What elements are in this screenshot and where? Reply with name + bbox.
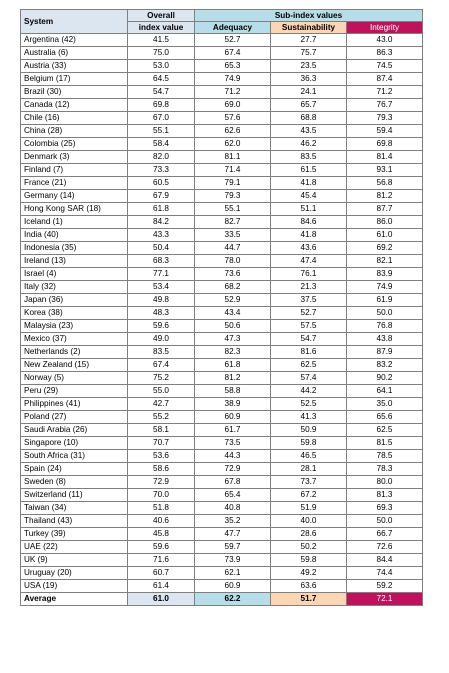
- system-name: Ireland (13): [21, 255, 128, 268]
- adequacy-value: 73.9: [195, 554, 271, 567]
- integrity-column-header: Integrity: [347, 22, 423, 34]
- system-name: Finland (7): [21, 164, 128, 177]
- sustainability-value: 57.5: [271, 320, 347, 333]
- sustainability-value: 43.5: [271, 125, 347, 138]
- adequacy-value: 60.9: [195, 411, 271, 424]
- adequacy-value: 78.0: [195, 255, 271, 268]
- overall-value: 72.9: [128, 476, 195, 489]
- sustainability-value: 37.5: [271, 294, 347, 307]
- overall-value: 61.4: [128, 580, 195, 593]
- integrity-value: 72.6: [347, 541, 423, 554]
- table-row: [21, 567, 423, 580]
- system-name: Norway (5): [21, 372, 128, 385]
- overall-value: 49.0: [128, 333, 195, 346]
- sustainability-value: 81.6: [271, 346, 347, 359]
- overall-value: 48.3: [128, 307, 195, 320]
- integrity-value: 43.0: [347, 34, 423, 47]
- table-row: [21, 437, 423, 450]
- system-name: Argentina (42): [21, 34, 128, 47]
- adequacy-value: 50.6: [195, 320, 271, 333]
- adequacy-value: 69.0: [195, 99, 271, 112]
- overall-value: 70.7: [128, 437, 195, 450]
- sustainability-value: 67.2: [271, 489, 347, 502]
- overall-value: 50.4: [128, 242, 195, 255]
- integrity-value: 83.2: [347, 359, 423, 372]
- overall-value: 73.3: [128, 164, 195, 177]
- table-row: [21, 112, 423, 125]
- integrity-value: 71.2: [347, 86, 423, 99]
- sustainability-value: 41.8: [271, 177, 347, 190]
- integrity-value: 74.5: [347, 60, 423, 73]
- overall-value: 77.1: [128, 268, 195, 281]
- sustainability-value: 65.7: [271, 99, 347, 112]
- table-body: [21, 34, 423, 593]
- adequacy-value: 47.3: [195, 333, 271, 346]
- adequacy-value: 79.3: [195, 190, 271, 203]
- adequacy-value: 62.6: [195, 125, 271, 138]
- overall-value: 60.7: [128, 567, 195, 580]
- table-row: [21, 554, 423, 567]
- integrity-value: 76.7: [347, 99, 423, 112]
- overall-value: 59.6: [128, 320, 195, 333]
- table-row: [21, 164, 423, 177]
- sustainability-value: 57.4: [271, 372, 347, 385]
- table-row: [21, 476, 423, 489]
- table-row: [21, 229, 423, 242]
- adequacy-value: 44.3: [195, 450, 271, 463]
- system-name: Italy (32): [21, 281, 128, 294]
- table-row: [21, 411, 423, 424]
- sustainability-value: 73.7: [271, 476, 347, 489]
- sustainability-column-header: Sustainability: [271, 22, 347, 34]
- overall-value: 70.0: [128, 489, 195, 502]
- table-row: [21, 190, 423, 203]
- sustainability-value: 63.6: [271, 580, 347, 593]
- system-name: India (40): [21, 229, 128, 242]
- integrity-value: 76.8: [347, 320, 423, 333]
- integrity-value: 61.0: [347, 229, 423, 242]
- system-name: Japan (36): [21, 294, 128, 307]
- table-row: [21, 307, 423, 320]
- sustainability-value: 50.2: [271, 541, 347, 554]
- table-row: [21, 34, 423, 47]
- system-name: Switzerland (11): [21, 489, 128, 502]
- integrity-value: 87.4: [347, 73, 423, 86]
- integrity-value: 79.3: [347, 112, 423, 125]
- pension-index-table: [20, 9, 423, 606]
- overall-value: 49.8: [128, 294, 195, 307]
- integrity-value: 64.1: [347, 385, 423, 398]
- sustainability-value: 23.5: [271, 60, 347, 73]
- adequacy-value: 79.1: [195, 177, 271, 190]
- overall-value: 45.8: [128, 528, 195, 541]
- integrity-value: 74.9: [347, 281, 423, 294]
- integrity-value: 66.7: [347, 528, 423, 541]
- table-row: [21, 320, 423, 333]
- overall-value: 75.0: [128, 47, 195, 60]
- adequacy-value: 44.7: [195, 242, 271, 255]
- overall-value: 84.2: [128, 216, 195, 229]
- integrity-value: 65.6: [347, 411, 423, 424]
- system-name: Hong Kong SAR (18): [21, 203, 128, 216]
- system-name: Singapore (10): [21, 437, 128, 450]
- adequacy-value: 71.4: [195, 164, 271, 177]
- overall-value: 55.0: [128, 385, 195, 398]
- overall-value: 58.4: [128, 138, 195, 151]
- overall-value: 82.0: [128, 151, 195, 164]
- adequacy-value: 81.1: [195, 151, 271, 164]
- header-row-1: [21, 10, 423, 22]
- system-name: Korea (38): [21, 307, 128, 320]
- sustainability-value: 46.2: [271, 138, 347, 151]
- table-row: [21, 359, 423, 372]
- system-name: Peru (29): [21, 385, 128, 398]
- adequacy-value: 67.4: [195, 47, 271, 60]
- overall-header-line2: index value: [128, 22, 195, 34]
- sustainability-value: 49.2: [271, 567, 347, 580]
- system-name: Spain (24): [21, 463, 128, 476]
- table-row: [21, 138, 423, 151]
- table-row: [21, 463, 423, 476]
- overall-value: 55.2: [128, 411, 195, 424]
- system-name: UK (9): [21, 554, 128, 567]
- system-name: Turkey (39): [21, 528, 128, 541]
- integrity-value: 43.8: [347, 333, 423, 346]
- average-adequacy: 62.2: [195, 593, 271, 606]
- system-name: Poland (27): [21, 411, 128, 424]
- adequacy-value: 55.1: [195, 203, 271, 216]
- integrity-value: 93.1: [347, 164, 423, 177]
- overall-header-line1: Overall: [128, 10, 195, 22]
- sustainability-value: 46.5: [271, 450, 347, 463]
- integrity-value: 78.5: [347, 450, 423, 463]
- overall-value: 58.1: [128, 424, 195, 437]
- table-row: [21, 450, 423, 463]
- sustainability-value: 52.5: [271, 398, 347, 411]
- system-name: Germany (14): [21, 190, 128, 203]
- adequacy-value: 67.8: [195, 476, 271, 489]
- table-row: [21, 346, 423, 359]
- sustainability-value: 40.0: [271, 515, 347, 528]
- system-name: Mexico (37): [21, 333, 128, 346]
- overall-value: 54.7: [128, 86, 195, 99]
- overall-value: 42.7: [128, 398, 195, 411]
- overall-value: 41.5: [128, 34, 195, 47]
- table-row: [21, 255, 423, 268]
- adequacy-value: 71.2: [195, 86, 271, 99]
- adequacy-value: 38.9: [195, 398, 271, 411]
- average-row: [21, 593, 423, 606]
- overall-value: 40.6: [128, 515, 195, 528]
- table-row: [21, 73, 423, 86]
- integrity-value: 50.0: [347, 307, 423, 320]
- adequacy-value: 73.6: [195, 268, 271, 281]
- table-row: [21, 372, 423, 385]
- table-row: [21, 60, 423, 73]
- sustainability-value: 76.1: [271, 268, 347, 281]
- adequacy-value: 40.8: [195, 502, 271, 515]
- adequacy-column-header: Adequacy: [195, 22, 271, 34]
- integrity-value: 81.5: [347, 437, 423, 450]
- adequacy-value: 43.4: [195, 307, 271, 320]
- sustainability-value: 41.8: [271, 229, 347, 242]
- system-name: Taiwan (34): [21, 502, 128, 515]
- system-name: Saudi Arabia (26): [21, 424, 128, 437]
- average-integrity: 72.1: [347, 593, 423, 606]
- integrity-value: 80.0: [347, 476, 423, 489]
- adequacy-value: 74.9: [195, 73, 271, 86]
- system-name: Denmark (3): [21, 151, 128, 164]
- adequacy-value: 60.9: [195, 580, 271, 593]
- sustainability-value: 51.1: [271, 203, 347, 216]
- integrity-value: 69.3: [347, 502, 423, 515]
- table-row: [21, 216, 423, 229]
- table-row: [21, 398, 423, 411]
- sustainability-value: 36.3: [271, 73, 347, 86]
- subindex-header: Sub-index values: [195, 10, 423, 22]
- integrity-value: 83.9: [347, 268, 423, 281]
- table-row: [21, 281, 423, 294]
- system-name: France (21): [21, 177, 128, 190]
- integrity-value: 78.3: [347, 463, 423, 476]
- integrity-value: 69.8: [347, 138, 423, 151]
- system-name: Thailand (43): [21, 515, 128, 528]
- adequacy-value: 61.8: [195, 359, 271, 372]
- sustainability-value: 44.2: [271, 385, 347, 398]
- integrity-value: 69.2: [347, 242, 423, 255]
- table-row: [21, 151, 423, 164]
- overall-value: 68.3: [128, 255, 195, 268]
- adequacy-value: 62.0: [195, 138, 271, 151]
- integrity-value: 86.0: [347, 216, 423, 229]
- adequacy-value: 33.5: [195, 229, 271, 242]
- adequacy-value: 68.2: [195, 281, 271, 294]
- sustainability-value: 75.7: [271, 47, 347, 60]
- integrity-value: 81.4: [347, 151, 423, 164]
- table-row: [21, 294, 423, 307]
- overall-value: 83.5: [128, 346, 195, 359]
- table-row: [21, 268, 423, 281]
- adequacy-value: 62.1: [195, 567, 271, 580]
- adequacy-value: 58.8: [195, 385, 271, 398]
- system-name: UAE (22): [21, 541, 128, 554]
- overall-value: 71.6: [128, 554, 195, 567]
- table-row: [21, 541, 423, 554]
- overall-value: 43.3: [128, 229, 195, 242]
- average-sustainability: 51.7: [271, 593, 347, 606]
- system-name: Austria (33): [21, 60, 128, 73]
- system-name: Belgium (17): [21, 73, 128, 86]
- integrity-value: 90.2: [347, 372, 423, 385]
- adequacy-value: 59.7: [195, 541, 271, 554]
- sustainability-value: 21.3: [271, 281, 347, 294]
- table-row: [21, 177, 423, 190]
- integrity-value: 50.0: [347, 515, 423, 528]
- average-overall: 61.0: [128, 593, 195, 606]
- overall-value: 67.0: [128, 112, 195, 125]
- overall-value: 51.8: [128, 502, 195, 515]
- sustainability-value: 68.8: [271, 112, 347, 125]
- overall-value: 59.6: [128, 541, 195, 554]
- table-row: [21, 502, 423, 515]
- overall-value: 53.4: [128, 281, 195, 294]
- adequacy-value: 35.2: [195, 515, 271, 528]
- overall-value: 61.8: [128, 203, 195, 216]
- adequacy-value: 52.7: [195, 34, 271, 47]
- sustainability-value: 24.1: [271, 86, 347, 99]
- adequacy-value: 82.7: [195, 216, 271, 229]
- overall-value: 58.6: [128, 463, 195, 476]
- overall-value: 55.1: [128, 125, 195, 138]
- table-row: [21, 385, 423, 398]
- system-name: Chile (16): [21, 112, 128, 125]
- integrity-value: 59.2: [347, 580, 423, 593]
- sustainability-value: 52.7: [271, 307, 347, 320]
- sustainability-value: 28.6: [271, 528, 347, 541]
- sustainability-value: 61.5: [271, 164, 347, 177]
- adequacy-value: 57.6: [195, 112, 271, 125]
- sustainability-value: 83.5: [271, 151, 347, 164]
- table-row: [21, 99, 423, 112]
- system-name: Colombia (25): [21, 138, 128, 151]
- sustainability-value: 51.9: [271, 502, 347, 515]
- integrity-value: 35.0: [347, 398, 423, 411]
- table-row: [21, 580, 423, 593]
- integrity-value: 81.2: [347, 190, 423, 203]
- system-name: Sweden (8): [21, 476, 128, 489]
- sustainability-value: 27.7: [271, 34, 347, 47]
- system-name: Brazil (30): [21, 86, 128, 99]
- overall-value: 60.5: [128, 177, 195, 190]
- table-row: [21, 125, 423, 138]
- overall-value: 53.0: [128, 60, 195, 73]
- system-name: Uruguay (20): [21, 567, 128, 580]
- table-row: [21, 203, 423, 216]
- table-row: [21, 515, 423, 528]
- integrity-value: 87.7: [347, 203, 423, 216]
- system-name: Netherlands (2): [21, 346, 128, 359]
- integrity-value: 86.3: [347, 47, 423, 60]
- table-row: [21, 528, 423, 541]
- sustainability-value: 59.8: [271, 554, 347, 567]
- integrity-value: 74.4: [347, 567, 423, 580]
- sustainability-value: 62.5: [271, 359, 347, 372]
- system-column-header: System: [21, 10, 128, 34]
- adequacy-value: 73.5: [195, 437, 271, 450]
- adequacy-value: 65.3: [195, 60, 271, 73]
- adequacy-value: 65.4: [195, 489, 271, 502]
- system-name: Australia (6): [21, 47, 128, 60]
- table-row: [21, 242, 423, 255]
- adequacy-value: 52.9: [195, 294, 271, 307]
- sustainability-value: 84.6: [271, 216, 347, 229]
- sustainability-value: 41.3: [271, 411, 347, 424]
- adequacy-value: 81.2: [195, 372, 271, 385]
- integrity-value: 59.4: [347, 125, 423, 138]
- integrity-value: 62.5: [347, 424, 423, 437]
- sustainability-value: 28.1: [271, 463, 347, 476]
- table-row: [21, 47, 423, 60]
- system-name: China (28): [21, 125, 128, 138]
- integrity-value: 56.8: [347, 177, 423, 190]
- adequacy-value: 61.7: [195, 424, 271, 437]
- sustainability-value: 43.6: [271, 242, 347, 255]
- table-row: [21, 424, 423, 437]
- system-name: Malaysia (23): [21, 320, 128, 333]
- integrity-value: 81.3: [347, 489, 423, 502]
- system-name: Indonesia (35): [21, 242, 128, 255]
- system-name: Philippines (41): [21, 398, 128, 411]
- sustainability-value: 54.7: [271, 333, 347, 346]
- overall-value: 53.6: [128, 450, 195, 463]
- overall-value: 75.2: [128, 372, 195, 385]
- integrity-value: 82.1: [347, 255, 423, 268]
- adequacy-value: 72.9: [195, 463, 271, 476]
- average-label: Average: [21, 593, 128, 606]
- integrity-value: 84.4: [347, 554, 423, 567]
- system-name: Iceland (1): [21, 216, 128, 229]
- overall-value: 67.9: [128, 190, 195, 203]
- table-row: [21, 333, 423, 346]
- system-name: Israel (4): [21, 268, 128, 281]
- adequacy-value: 82.3: [195, 346, 271, 359]
- system-name: Canada (12): [21, 99, 128, 112]
- table-row: [21, 86, 423, 99]
- sustainability-value: 45.4: [271, 190, 347, 203]
- overall-value: 64.5: [128, 73, 195, 86]
- integrity-value: 87.9: [347, 346, 423, 359]
- table-row: [21, 489, 423, 502]
- sustainability-value: 59.8: [271, 437, 347, 450]
- integrity-value: 61.9: [347, 294, 423, 307]
- adequacy-value: 47.7: [195, 528, 271, 541]
- sustainability-value: 47.4: [271, 255, 347, 268]
- system-name: USA (19): [21, 580, 128, 593]
- overall-value: 69.8: [128, 99, 195, 112]
- system-name: South Africa (31): [21, 450, 128, 463]
- system-name: New Zealand (15): [21, 359, 128, 372]
- overall-value: 67.4: [128, 359, 195, 372]
- sustainability-value: 50.9: [271, 424, 347, 437]
